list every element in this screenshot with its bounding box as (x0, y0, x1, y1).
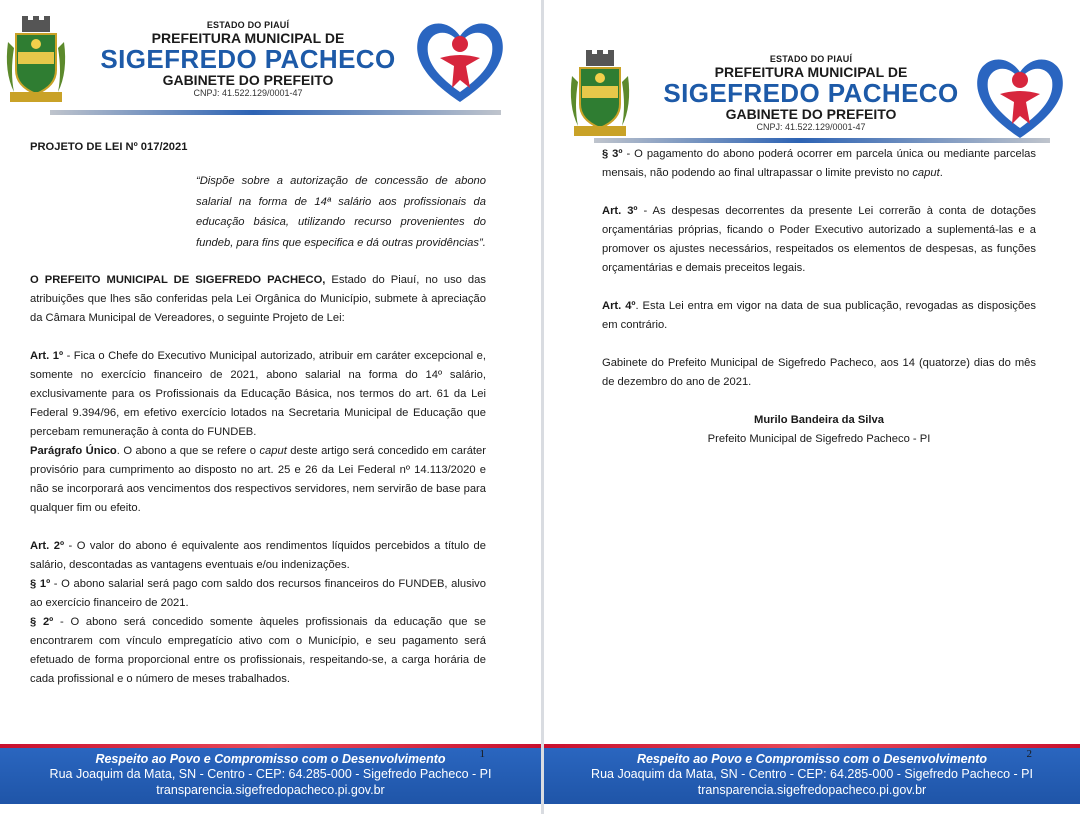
sole-paragraph-text-2: deste artigo será concedido em caráter provisório para cumprimento ao disposto no art. 25 e 26 da Lei Federal nº 14.113/2020 e não se incorporará aos vencimentos dos respectivos servidores, nem servirão de base para qualquer fim ou efeito. (30, 445, 486, 514)
footer-address: Rua Joaquim da Mata, SN - Centro - CEP: 64.285-000 - Sigefredo Pacheco - PI (49, 767, 492, 781)
preamble-lead: O PREFEITO MUNICIPAL DE SIGEFREDO PACHECO, (30, 274, 326, 286)
sole-paragraph-text-1: . O abono a que se refere o (116, 445, 260, 457)
heart-logo-icon (412, 14, 508, 110)
section-2-label: § 2º (30, 616, 54, 628)
header-divider (594, 138, 1050, 143)
article-4 (602, 297, 1036, 335)
closing-statement: Gabinete do Prefeito Municipal de Sigefredo Pacheco, aos 14 (quatorze) dias do mês de dezembro do ano de 2021. (602, 357, 1036, 388)
caput-term: caput (912, 167, 940, 179)
article-1-label: Art. 1º (30, 350, 64, 362)
page-1-body (30, 138, 486, 689)
page-number: 2 (1026, 748, 1032, 760)
letterhead (544, 40, 1080, 150)
section-2-text: - O abono será concedido somente àqueles profissionais da educação que se encontrarem com vínculo empregatício ativo com o Município, e seu pagamento será efetuado de forma proporcional entre os profissionais, respeitando-se, a carga horária de cada profissional e o número de meses trabalhados. (30, 616, 486, 685)
signature-block (602, 411, 1036, 449)
footer (0, 744, 541, 804)
article-1-text: - Fica o Chefe do Executivo Municipal autorizado, atribuir em caráter excepcional e, somente no exercício financeiro de 2021, abono salarial na forma do 14º salário, exclusivamente para os Profissionais da Educação Básica, nos termos do art. 61 da Lei Federal 9.394/96, em efetivo exercício lotados na Secretaria Municipal de Educação que percebam remuneração à conta do FUNDEB. (30, 350, 486, 438)
prefecture-label: PREFEITURA MUNICIPAL DE (714, 64, 908, 80)
signer-name: Murilo Bandeira da Silva (754, 414, 884, 426)
letterhead-text (84, 20, 412, 98)
article-3 (602, 202, 1036, 278)
municipality-name: SIGEFREDO PACHECO (100, 44, 396, 74)
section-2 (30, 613, 486, 689)
heart-logo-icon (972, 50, 1068, 146)
preamble (30, 271, 486, 328)
article-3-label: Art. 3º (602, 205, 638, 217)
state-name: ESTADO DO PIAUÍ (206, 20, 290, 30)
article-1 (30, 347, 486, 442)
bill-summary: “Dispõe sobre a autorização de concessão de abono salarial na forma de 14ª salário aos profissionais da educação básica, utilizando recurso provenientes do fundeb, para fins que especifica e dá outras providências”. (196, 175, 486, 249)
page-2-body (602, 145, 1036, 449)
bill-title: PROJETO DE LEI Nº 017/2021 (30, 141, 188, 153)
section-1-label: § 1º (30, 578, 51, 590)
municipal-coat-of-arms-icon (0, 12, 72, 110)
sole-paragraph-label: Parágrafo Único (30, 445, 117, 457)
section-3-text-1: - O pagamento do abono poderá ocorrer em parcela única ou mediante parcelas mensais, não podendo ao final ultrapassar o limite previsto no (602, 148, 1037, 179)
footer-website-link[interactable]: transparencia.sigefredopacheco.pi.gov.br (697, 783, 927, 797)
header-divider (50, 110, 501, 115)
sole-paragraph (30, 442, 486, 518)
municipal-coat-of-arms-icon (564, 46, 636, 144)
letterhead-text (652, 54, 970, 132)
document-page-2 (544, 0, 1080, 814)
article-2-label: Art. 2º (30, 540, 65, 552)
signer-role: Prefeito Municipal de Sigefredo Pacheco - PI (707, 433, 931, 445)
page-number: 1 (479, 748, 485, 760)
preamble-text: Estado do Piauí, no uso das atribuições que lhes são conferidas pela Lei Orgânica do Município, submete à apreciação da Câmara Municipal de Vereadores, o seguinte Projeto de Lei: (30, 274, 486, 324)
article-4-text: . Esta Lei entra em vigor na data de sua publicação, revogadas as disposições em contrário. (602, 300, 1036, 331)
office-name: GABINETE DO PREFEITO (162, 72, 334, 88)
cnpj: CNPJ: 41.522.129/0001-47 (193, 88, 303, 98)
footer-slogan: Respeito ao Povo e Compromisso com o Desenvolvimento (95, 752, 446, 766)
footer-accent-stripe (0, 744, 541, 748)
section-3-label: § 3º (602, 148, 623, 160)
footer-website-link[interactable]: transparencia.sigefredopacheco.pi.gov.br (156, 783, 385, 797)
footer-accent-stripe (544, 744, 1080, 748)
article-3-text: - As despesas decorrentes da presente Lei correrão à conta de dotações orçamentárias próprias, ficando o Poder Executivo autorizado a suplementá-las e a promover os ajustes necessários, respeitados os elementos de despesas, as funções orçamentárias e demais preceitos legais. (602, 205, 1036, 274)
cnpj: CNPJ: 41.522.129/0001-47 (756, 122, 866, 132)
article-2-text: - O valor do abono é equivalente aos rendimentos líquidos percebidos a título de salário, descontadas as vantagens eventuais e/ou indenizações. (30, 540, 486, 571)
office-name: GABINETE DO PREFEITO (725, 106, 897, 122)
section-3-text-2: . (939, 167, 943, 179)
caput-term: caput (259, 445, 287, 457)
article-2 (30, 537, 486, 575)
article-4-label: Art. 4º (602, 300, 636, 312)
footer (544, 744, 1080, 804)
footer-address: Rua Joaquim da Mata, SN - Centro - CEP: 64.285-000 - Sigefredo Pacheco - PI (591, 767, 1033, 781)
footer-slogan: Respeito ao Povo e Compromisso com o Desenvolvimento (636, 752, 988, 766)
section-1-text: - O abono salarial será pago com saldo dos recursos financeiros do FUNDEB, alusivo ao exercício financeiro de 2021. (30, 578, 487, 609)
municipality-name: SIGEFREDO PACHECO (663, 78, 959, 108)
letterhead (0, 0, 541, 120)
state-name: ESTADO DO PIAUÍ (769, 54, 853, 64)
section-3 (602, 145, 1036, 183)
prefecture-label: PREFEITURA MUNICIPAL DE (151, 30, 345, 46)
section-1 (30, 575, 486, 613)
